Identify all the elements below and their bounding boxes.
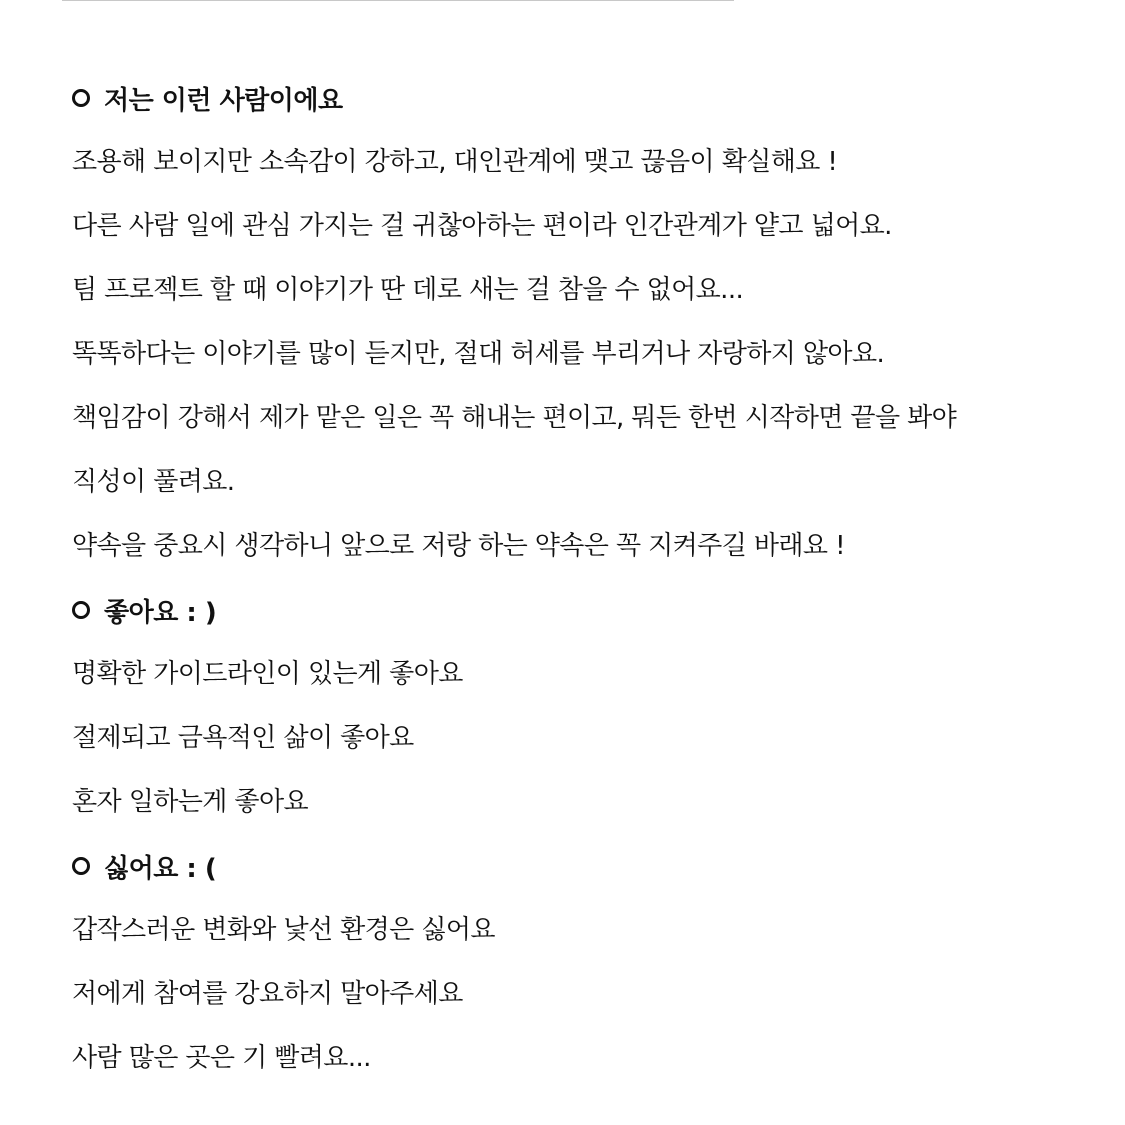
heading-text: 좋아요 : ) (104, 597, 217, 628)
text-line: 갑작스러운 변화와 낯선 환경은 싫어요 (72, 915, 495, 945)
text-line: 다른 사람 일에 관심 가지는 걸 귀찮아하는 편이라 인간관계가 얕고 넓어요. (72, 211, 892, 241)
section-heading (72, 78, 1112, 118)
circle-bullet-icon (72, 857, 90, 875)
heading-text: 싫어요 : ( (104, 853, 217, 884)
section-heading (72, 846, 1112, 886)
text-line: 팀 프로젝트 할 때 이야기가 딴 데로 새는 걸 참을 수 없어요... (72, 275, 744, 305)
section-heading (72, 590, 1112, 630)
text-line: 저에게 참여를 강요하지 말아주세요 (72, 979, 463, 1009)
text-line: 사람 많은 곳은 기 빨려요... (72, 1043, 371, 1073)
text-line: 직성이 풀려요. (72, 467, 235, 497)
circle-bullet-icon (72, 601, 90, 619)
profile-text-body (72, 78, 1112, 1102)
text-line: 책임감이 강해서 제가 맡은 일은 꼭 해내는 편이고, 뭐든 한번 시작하면 끝을 봐야 (72, 403, 957, 433)
text-line: 혼자 일하는게 좋아요 (72, 787, 308, 817)
text-line: 약속을 중요시 생각하니 앞으로 저랑 하는 약속은 꼭 지켜주길 바래요 ! (72, 531, 845, 561)
section-likes (72, 590, 1112, 822)
text-line: 똑똑하다는 이야기를 많이 듣지만, 절대 허세를 부리거나 자랑하지 않아요. (72, 339, 885, 369)
heading-text: 저는 이런 사람이에요 (104, 85, 343, 116)
text-line: 절제되고 금욕적인 삶이 좋아요 (72, 723, 414, 753)
top-divider (62, 0, 734, 1)
section-about-me (72, 78, 1112, 566)
circle-bullet-icon (72, 89, 90, 107)
section-dislikes (72, 846, 1112, 1078)
text-line: 조용해 보이지만 소속감이 강하고, 대인관계에 맺고 끊음이 확실해요 ! (72, 147, 838, 177)
text-line: 명확한 가이드라인이 있는게 좋아요 (72, 659, 463, 689)
